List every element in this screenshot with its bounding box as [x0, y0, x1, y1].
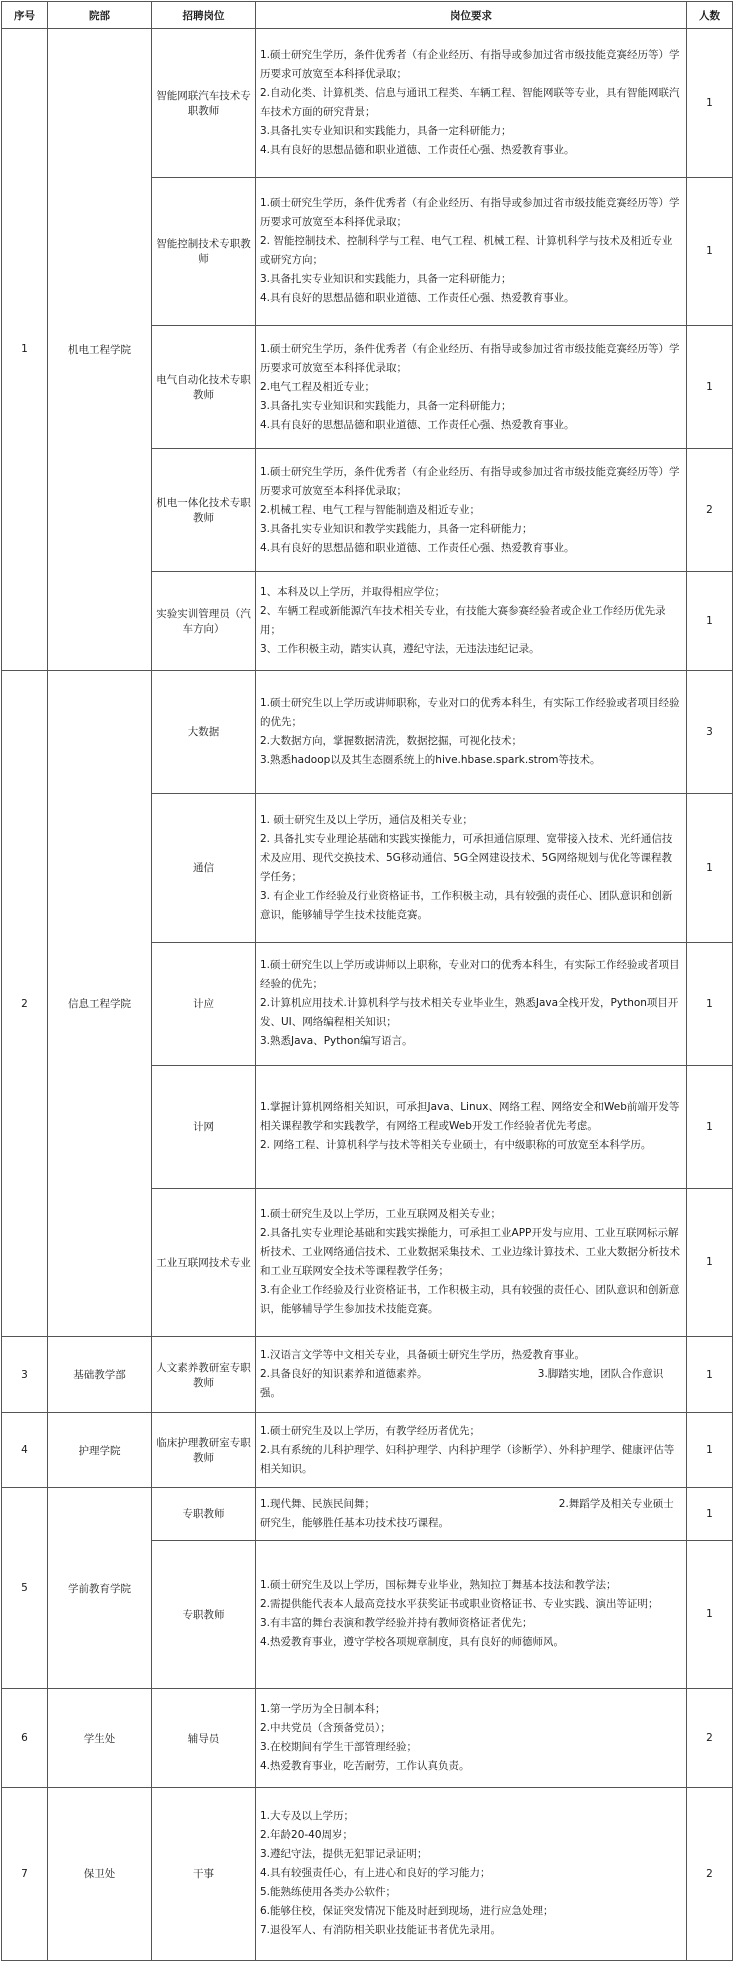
requirements-cell	[256, 572, 687, 671]
table-row	[2, 1412, 733, 1488]
header-post: 招聘岗位	[152, 2, 256, 29]
post-cell: 临床护理教研室专职教师	[152, 1412, 256, 1488]
requirements-cell	[256, 1188, 687, 1337]
requirement-line: 1.大专及以上学历；	[260, 1810, 355, 1823]
requirements-cell	[256, 670, 687, 793]
count-cell: 1	[687, 1540, 733, 1689]
requirement-line: 1.现代舞、民族民间舞； 2.舞蹈学及相关专业硕士研究生，能够胜任基本功技术技巧课程。	[260, 1497, 674, 1529]
recruitment-table	[1, 1, 733, 1961]
post-cell: 人文素养教研室专职教师	[152, 1337, 256, 1413]
requirement-line: 3. 有企业工作经验及行业资格证书，工作积极主动，具有较强的责任心、团队意识和创新意识，能够辅导学生技术技能竞赛。	[260, 889, 673, 921]
post-cell: 干事	[152, 1787, 256, 1960]
requirements-cell	[256, 942, 687, 1065]
requirement-line: 1.硕士研究生学历，条件优秀者（有企业经历、有指导或参加过省市级技能竞赛经历等）学历要求可放宽至本科择优录取；	[260, 48, 680, 80]
department-cell: 信息工程学院	[48, 670, 152, 1336]
requirement-line: 1.硕士研究生学历，条件优秀者（有企业经历、有指导或参加过省市级技能竞赛经历等）学历要求可放宽至本科择优录取；	[260, 465, 680, 497]
post-cell: 通信	[152, 793, 256, 942]
header-requirements: 岗位要求	[256, 2, 687, 29]
row-index: 5	[2, 1488, 48, 1689]
requirement-line: 4.热爱教育事业，遵守学校各项规章制度，具有良好的师德师风。	[260, 1636, 565, 1649]
requirement-line: 2. 具备扎实专业理论基础和实践实操能力，可承担通信原理、宽带接入技术、光纤通信技术及应用、现代交换技术、5G移动通信、5G全网建设技术、5G网络规划与优化等课程教学任务；	[260, 832, 673, 883]
requirements-cell	[256, 793, 687, 942]
count-cell: 1	[687, 177, 733, 326]
requirements-cell	[256, 1337, 687, 1413]
department-cell: 学前教育学院	[48, 1488, 152, 1689]
department-cell: 护理学院	[48, 1412, 152, 1488]
requirement-line: 3.遵纪守法，提供无犯罪记录证明；	[260, 1848, 428, 1861]
post-cell: 电气自动化技术专职教师	[152, 326, 256, 449]
count-cell: 1	[687, 942, 733, 1065]
requirement-line: 1. 硕士研究生及以上学历，通信及相关专业；	[260, 813, 473, 826]
requirements-cell	[256, 1412, 687, 1488]
requirement-line: 1.汉语言文学等中文相关专业，具备硕士研究生学历，热爱教育事业。	[260, 1349, 586, 1361]
requirement-line: 3.有丰富的舞台表演和教学经验并持有教师资格证者优先；	[260, 1617, 533, 1630]
post-cell: 辅导员	[152, 1689, 256, 1788]
header-dept: 院部	[48, 2, 152, 29]
count-cell: 1	[687, 1412, 733, 1488]
requirement-line: 1.硕士研究生及以上学历，工业互联网及相关专业；	[260, 1208, 502, 1221]
requirement-line: 4.具有良好的思想品德和职业道德、工作责任心强、热爱教育事业。	[260, 541, 575, 554]
table-row	[2, 1488, 733, 1540]
requirement-line: 2.具备良好的知识素养和道德素养。 3.脚踏实地，团队合作意识强。	[260, 1368, 664, 1399]
requirement-line: 2.具有系统的儿科护理学、妇科护理学、内科护理学（诊断学）、外科护理学、健康评估等相关知识。	[260, 1443, 675, 1475]
requirement-line: 3.在校期间有学生干部管理经验；	[260, 1741, 418, 1754]
post-cell: 机电一体化技术专职教师	[152, 449, 256, 572]
requirements-cell	[256, 29, 687, 178]
department-cell: 基础教学部	[48, 1337, 152, 1413]
requirement-line: 3.熟悉Java、Python编写语言。	[260, 1035, 413, 1048]
requirement-line: 1.硕士研究生学历，条件优秀者（有企业经历、有指导或参加过省市级技能竞赛经历等）学历要求可放宽至本科择优录取；	[260, 342, 680, 374]
requirement-line: 2.具备扎实专业理论基础和实践实操能力，可承担工业APP开发与应用、工业互联网标示解析技术、工业网络通信技术、工业数据采集技术、工业边缘计算技术、工业大数据分析技术和工业互联网安全技术等课程教学任务；	[260, 1227, 680, 1278]
row-index: 3	[2, 1337, 48, 1413]
table-row	[2, 670, 733, 793]
requirement-line: 2.年龄20-40周岁；	[260, 1829, 354, 1842]
requirement-line: 2.大数据方向，掌握数据清洗，数据挖掘，可视化技术；	[260, 734, 523, 747]
requirement-line: 3、工作积极主动，踏实认真，遵纪守法，无违法违纪记录。	[260, 643, 540, 656]
requirement-line: 4.具有良好的思想品德和职业道德、工作责任心强、热爱教育事业。	[260, 143, 575, 156]
requirement-line: 3.有企业工作经验及行业资格证书，工作积极主动，具有较强的责任心、团队意识和创新意识，能够辅导学生参加技术技能竞赛。	[260, 1284, 680, 1316]
count-cell: 1	[687, 572, 733, 671]
row-index: 7	[2, 1787, 48, 1960]
requirement-line: 2. 网络工程、计算机科学与技术等相关专业硕士，有中级职称的可放宽至本科学历。	[260, 1139, 652, 1152]
row-index: 1	[2, 29, 48, 671]
post-cell: 专职教师	[152, 1540, 256, 1689]
requirement-line: 1、本科及以上学历，并取得相应学位；	[260, 586, 446, 599]
requirement-line: 3.具备扎实专业知识和教学实践能力，具备一定科研能力；	[260, 522, 533, 535]
requirement-line: 2.中共党员（含预备党员）；	[260, 1722, 391, 1735]
row-index: 2	[2, 670, 48, 1336]
requirement-line: 2.电气工程及相近专业；	[260, 380, 376, 393]
requirements-cell	[256, 1689, 687, 1788]
header-index: 序号	[2, 2, 48, 29]
post-cell: 智能网联汽车技术专职教师	[152, 29, 256, 178]
requirement-line: 1.硕士研究生以上学历或讲师职称，专业对口的优秀本科生，有实际工作经验或者项目经验的优先；	[260, 696, 680, 728]
requirements-cell	[256, 1065, 687, 1188]
requirement-line: 2、车辆工程或新能源汽车技术相关专业，有技能大赛参赛经验者或企业工作经历优先录用；	[260, 605, 666, 637]
requirement-line: 4.具有良好的思想品德和职业道德、工作责任心强、热爱教育事业。	[260, 418, 575, 431]
requirement-line: 1.掌握计算机网络相关知识，可承担Java、Linux、网络工程、网络安全和Web前端开发等相关课程教学和实践教学，有网络工程或Web开发工作经验者优先考虑。	[260, 1101, 680, 1133]
department-cell: 学生处	[48, 1689, 152, 1788]
requirement-line: 1.硕士研究生以上学历或讲师以上职称，专业对口的优秀本科生，有实际工作经验或者项目经验的优先；	[260, 959, 680, 991]
row-index: 6	[2, 1689, 48, 1788]
requirement-line: 2.计算机应用技术.计算机科学与技术相关专业毕业生，熟悉Java全栈开发，Python项目开发、UI、网络编程相关知识；	[260, 997, 679, 1029]
requirement-line: 2. 智能控制技术、控制科学与工程、电气工程、机械工程、计算机科学与技术及相近专业或研究方向；	[260, 235, 673, 267]
count-cell: 3	[687, 670, 733, 793]
requirement-line: 2.机械工程、电气工程与智能制造及相近专业；	[260, 503, 481, 516]
requirement-line: 1.硕士研究生学历，条件优秀者（有企业经历、有指导或参加过省市级技能竞赛经历等）学历要求可放宽至本科择优录取；	[260, 197, 680, 229]
requirement-line: 4.具有良好的思想品德和职业道德、工作责任心强、热爱教育事业。	[260, 292, 575, 305]
count-cell: 2	[687, 449, 733, 572]
count-cell: 1	[687, 29, 733, 178]
post-cell: 计网	[152, 1065, 256, 1188]
header-count: 人数	[687, 2, 733, 29]
count-cell: 1	[687, 1488, 733, 1540]
requirement-line: 1.第一学历为全日制本科；	[260, 1703, 386, 1716]
requirement-line: 3.具备扎实专业知识和实践能力，具备一定科研能力；	[260, 124, 512, 137]
requirement-line: 6.能够住校，保证突发情况下能及时赶到现场，进行应急处理；	[260, 1905, 554, 1918]
requirement-line: 1.硕士研究生及以上学历，有教学经历者优先；	[260, 1424, 481, 1437]
count-cell: 1	[687, 1188, 733, 1337]
count-cell: 1	[687, 326, 733, 449]
requirements-cell	[256, 449, 687, 572]
table-row	[2, 1787, 733, 1960]
table-row	[2, 1337, 733, 1413]
requirement-line: 4.热爱教育事业，吃苦耐劳，工作认真负责。	[260, 1760, 470, 1773]
requirements-cell	[256, 1540, 687, 1689]
requirement-line: 1.硕士研究生及以上学历，国标舞专业毕业，熟知拉丁舞基本技法和教学法；	[260, 1579, 617, 1592]
post-cell: 专职教师	[152, 1488, 256, 1540]
requirement-line: 3.熟悉hadoop以及其生态圈系统上的hive.hbase.spark.strom等技术。	[260, 753, 601, 766]
department-cell: 机电工程学院	[48, 29, 152, 671]
header-row	[2, 2, 733, 29]
page	[0, 1, 733, 1963]
requirement-line: 2.自动化类、计算机类、信息与通讯工程类、车辆工程、智能网联等专业，具有智能网联汽车技术方面的研究背景；	[260, 86, 680, 118]
requirements-cell	[256, 1787, 687, 1960]
count-cell: 1	[687, 1337, 733, 1413]
requirement-line: 4.具有较强责任心，有上进心和良好的学习能力；	[260, 1867, 491, 1880]
requirements-cell	[256, 326, 687, 449]
requirement-line: 5.能熟练使用各类办公软件；	[260, 1886, 397, 1899]
post-cell: 实验实训管理员（汽车方向）	[152, 572, 256, 671]
row-index: 4	[2, 1412, 48, 1488]
requirements-cell	[256, 177, 687, 326]
post-cell: 智能控制技术专职教师	[152, 177, 256, 326]
table-body	[2, 29, 733, 1961]
requirement-line: 3.具备扎实专业知识和实践能力，具备一定科研能力；	[260, 273, 512, 286]
table-row	[2, 1689, 733, 1788]
count-cell: 1	[687, 1065, 733, 1188]
requirement-line: 2.需提供能代表本人最高竞技水平获奖证书或职业资格证书、专业实践、演出等证明；	[260, 1598, 659, 1611]
count-cell: 2	[687, 1787, 733, 1960]
count-cell: 2	[687, 1689, 733, 1788]
count-cell: 1	[687, 793, 733, 942]
requirement-line: 7.退役军人、有消防相关职业技能证书者优先录用。	[260, 1924, 502, 1937]
requirement-line: 3.具备扎实专业知识和实践能力，具备一定科研能力；	[260, 399, 512, 412]
post-cell: 计应	[152, 942, 256, 1065]
post-cell: 工业互联网技术专业	[152, 1188, 256, 1337]
post-cell: 大数据	[152, 670, 256, 793]
department-cell: 保卫处	[48, 1787, 152, 1960]
requirements-cell	[256, 1488, 687, 1540]
table-row	[2, 29, 733, 178]
